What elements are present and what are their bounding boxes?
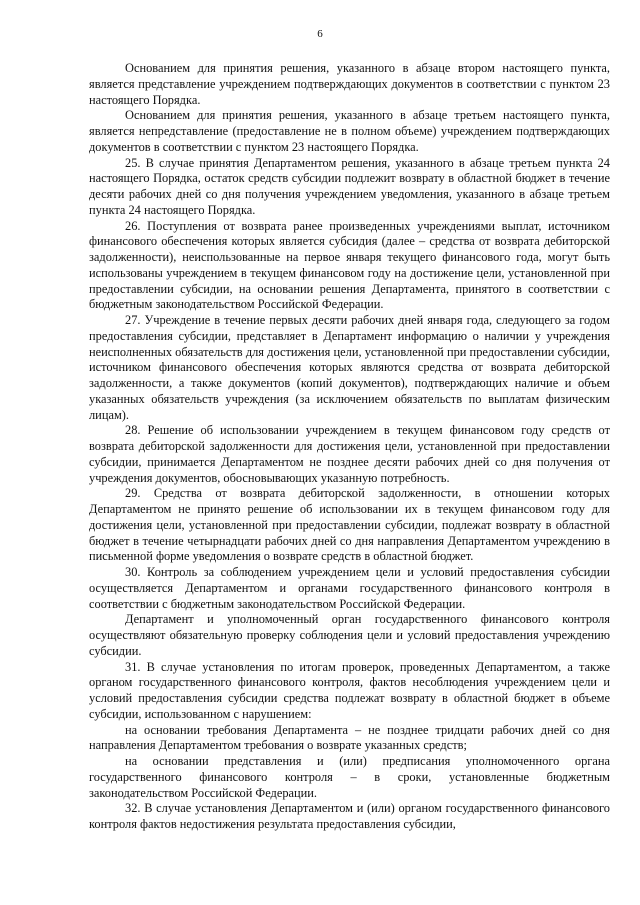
paragraph-24-basis-refusal: Основанием для принятия решения, указанного в абзаце третьем настоящего пункта, является непредставление (предоставление не в полном объеме) учреждением подтверждающих документов в соответствии с пунктом 23 настоящего Порядка. [89, 108, 610, 154]
paragraph-28: 28. Решение об использовании учреждением в текущем финансовом году средств от возврата дебиторской задолженности для достижения цели, установленной при предоставлении субсидии, принимается Департаментом не позднее десяти рабочих дней со дня получения от учреждения документов, обосновывающих указанную потребность. [89, 423, 610, 485]
paragraph-32: 32. В случае установления Департаментом и (или) органом государственного финансового контроля фактов недостижения результата предоставления субсидии, [89, 801, 610, 831]
paragraph-31: 31. В случае установления по итогам проверок, проведенных Департаментом, а также органом государственного финансового контроля, фактов несоблюдения учреждением цели и условий предоставления субсидии средства подлежат возврату в областной бюджет в объеме субсидии, использованном с нарушением: [89, 659, 610, 721]
paragraph-25: 25. В случае принятия Департаментом решения, указанного в абзаце третьем пункта 24 настоящего Порядка, остаток средств субсидии подлежит возврату в областной бюджет в течение десяти рабочих дней со дня получения учреждением уведомления, указанного в абзаце третьем пункта 24 настоящего Порядка. [89, 155, 610, 217]
page-number: 6 [317, 28, 323, 40]
paragraph-31-department-demand: на основании требования Департамента – не позднее тридцати рабочих дней со дня направления Департаментом требования о возврате указанных средств; [89, 722, 610, 753]
paragraph-31-control-order: на основании представления и (или) предписания уполномоченного органа государственного финансового контроля – в сроки, установленные бюджетным законодательством Российской Федерации. [89, 754, 610, 800]
paragraph-30-verification: Департамент и уполномоченный орган государственного финансового контроля осуществляют обязательную проверку соблюдения цели и условий предоставления учреждению субсидии. [89, 612, 610, 658]
paragraph-24-basis-approval: Основанием для принятия решения, указанного в абзаце втором настоящего пункта, является представление учреждением подтверждающих документов в соответствии с пунктом 23 настоящего Порядка. [89, 61, 610, 107]
document-body [89, 61, 610, 833]
paragraph-27: 27. Учреждение в течение первых десяти рабочих дней января года, следующего за годом предоставления субсидии, представляет в Департамент информацию о наличии у учреждения неисполненных обязательств для достижения цели, установленной при предоставлении субсидии, источником финансового обеспечения которых являются средства от возврата дебиторской задолженности, а также документов (копий документов), подтверждающих наличие и объем указанных обязательств учреждения (за исключением обязательств по выплатам физическим лицам). [89, 313, 610, 422]
paragraph-26: 26. Поступления от возврата ранее произведенных учреждениями выплат, источником финансового обеспечения которых является субсидия (далее – средства от возврата дебиторской задолженности), неиспользованные на первое января текущего финансового года, могут быть использованы учреждением в текущем финансовом году на достижение цели, установленной при предоставлении субсидии, на основании решения Департамента, принятого в соответствии с бюджетным законодательством Российской Федерации. [89, 218, 610, 312]
paragraph-29: 29. Средства от возврата дебиторской задолженности, в отношении которых Департаментом не принято решение об использовании их в текущем финансовом году для достижения цели, установленной при предоставлении субсидии, подлежат возврату в областной бюджет в течение четырнадцати рабочих дней со дня направления Департаментом учреждению в письменной форме уведомления о возврате средств в областной бюджет. [89, 486, 610, 564]
paragraph-30: 30. Контроль за соблюдением учреждением цели и условий предоставления субсидии осуществляется Департаментом и органами государственного финансового контроля в соответствии с бюджетным законодательством Российской Федерации. [89, 565, 610, 611]
